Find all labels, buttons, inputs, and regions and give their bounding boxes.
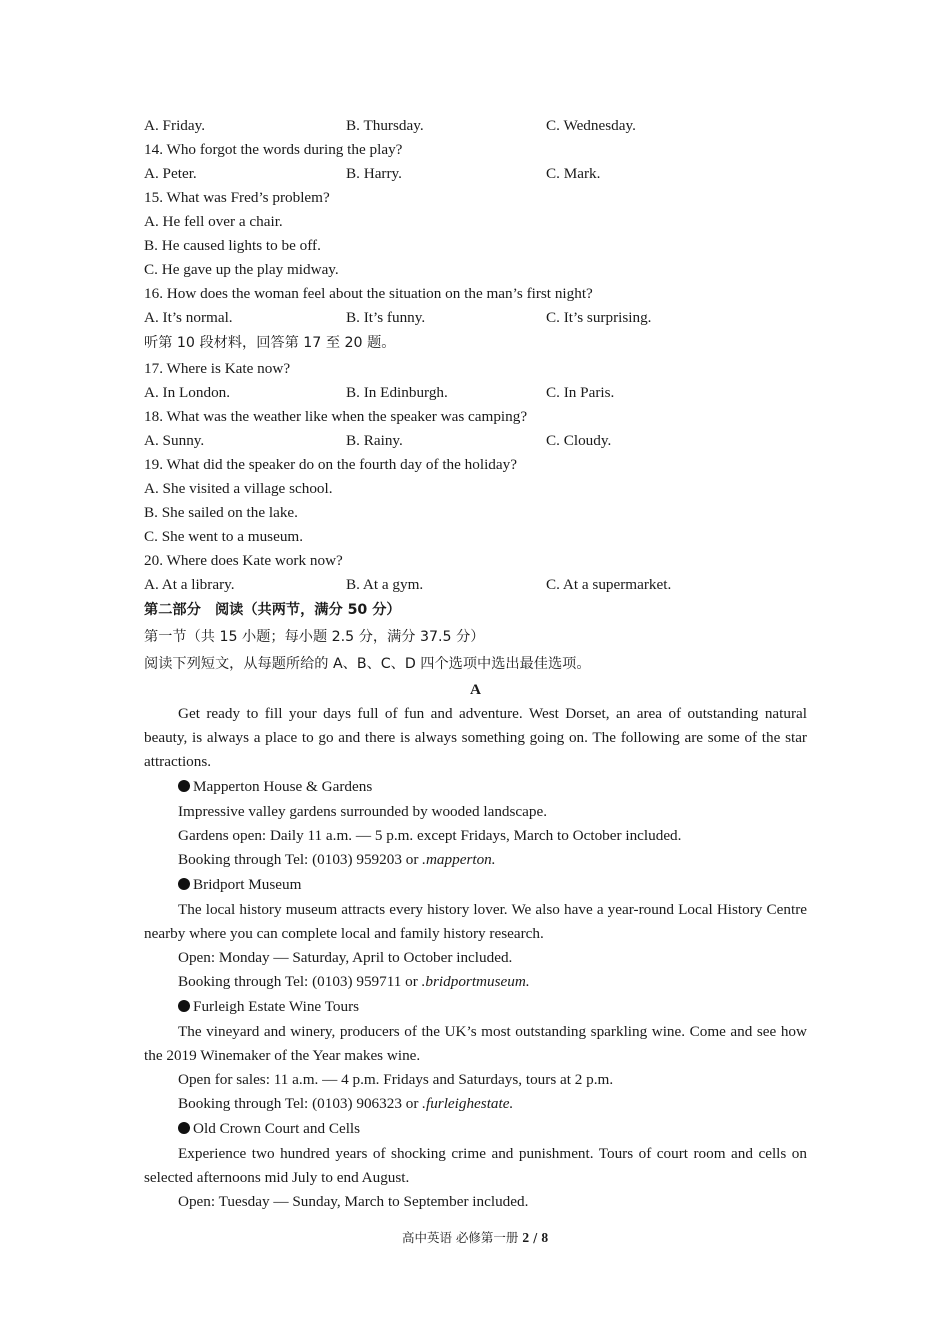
option-b: B. Harry. xyxy=(346,165,402,182)
q17-options xyxy=(144,381,807,405)
option-a: A. Peter. xyxy=(144,165,197,182)
booking-info xyxy=(144,970,807,994)
option-b: B. At a gym. xyxy=(346,576,424,593)
question-16: 16. How does the woman feel about the situation on the man’s first night? xyxy=(144,285,593,302)
option-c: C. In Paris. xyxy=(546,384,615,401)
option-c: C. Cloudy. xyxy=(546,432,612,449)
option-c: C. She went to a museum. xyxy=(144,528,304,545)
option-c: C. It’s surprising. xyxy=(546,309,652,326)
attraction-description: Experience two hundred years of shocking crime and punishment. Tours of court room and cells on selected afternoons mid July to end August. xyxy=(144,1145,807,1186)
booking-info xyxy=(144,848,807,872)
q14-options xyxy=(144,162,807,186)
question-15: 15. What was Fred’s problem? xyxy=(144,189,330,206)
option-a: A. At a library. xyxy=(144,576,235,593)
booking-text: Booking through Tel: (0103) 959203 or xyxy=(178,851,419,868)
footer-subject: 高中英语 必修第一册 xyxy=(401,1230,523,1245)
attraction-description: The local history museum attracts every history lover. We also have a year-round Local History Centre nearby where you can complete local and family history research. xyxy=(144,901,807,942)
attraction-title xyxy=(144,774,807,800)
option-b: B. Rainy. xyxy=(346,432,403,449)
attraction-description: Impressive valley gardens surrounded by wooded landscape. xyxy=(178,803,548,820)
bullet-icon xyxy=(178,1122,190,1134)
reading-instruction: 阅读下列短文，从每题所给的 A、B、C、D 四个选项中选出最佳选项。 xyxy=(144,656,591,672)
website-link[interactable]: .mapperton. xyxy=(422,851,496,868)
option-a: A. Friday. xyxy=(144,117,206,134)
question-18: 18. What was the weather like when the speaker was camping? xyxy=(144,408,528,425)
option-a: A. She visited a village school. xyxy=(144,480,333,497)
attraction-name: Furleigh Estate Wine Tours xyxy=(193,998,360,1015)
option-a: A. In London. xyxy=(144,384,231,401)
bullet-icon xyxy=(178,780,190,792)
q20-options xyxy=(144,573,807,597)
option-a: A. He fell over a chair. xyxy=(144,213,283,230)
option-b: B. She sailed on the lake. xyxy=(144,504,298,521)
option-a: A. Sunny. xyxy=(144,432,205,449)
part-2-heading: 第二部分 阅读（共两节，满分 50 分） xyxy=(144,602,401,618)
option-c: C. He gave up the play midway. xyxy=(144,261,339,278)
q18-options xyxy=(144,429,807,453)
website-link[interactable]: .bridportmuseum. xyxy=(421,973,530,990)
question-20: 20. Where does Kate work now? xyxy=(144,552,343,569)
website-link[interactable]: .furleighestate. xyxy=(422,1095,514,1112)
q16-options xyxy=(144,306,807,330)
option-c: C. Wednesday. xyxy=(546,117,636,134)
opening-hours: Open: Monday — Saturday, April to October included. xyxy=(178,949,513,966)
option-a: A. It’s normal. xyxy=(144,309,233,326)
page-separator: / xyxy=(529,1230,542,1245)
option-c: C. At a supermarket. xyxy=(546,576,672,593)
attraction-name: Bridport Museum xyxy=(193,876,302,893)
page-total: 8 xyxy=(541,1230,549,1245)
passage-label: A xyxy=(470,681,481,698)
booking-text: Booking through Tel: (0103) 906323 or xyxy=(178,1095,419,1112)
option-b: B. It’s funny. xyxy=(346,309,426,326)
question-14: 14. Who forgot the words during the play? xyxy=(144,141,403,158)
exam-page xyxy=(144,114,807,1214)
option-c: C. Mark. xyxy=(546,165,601,182)
question-17: 17. Where is Kate now? xyxy=(144,360,291,377)
booking-info xyxy=(144,1092,807,1116)
option-b: B. Thursday. xyxy=(346,117,424,134)
question-19: 19. What did the speaker do on the fourth day of the holiday? xyxy=(144,456,517,473)
section-10-instruction: 听第 10 段材料，回答第 17 至 20 题。 xyxy=(144,335,396,351)
opening-hours: Open for sales: 11 a.m. — 4 p.m. Fridays and Saturdays, tours at 2 p.m. xyxy=(178,1071,614,1088)
opening-hours: Open: Tuesday — Sunday, March to September included. xyxy=(178,1193,529,1210)
option-b: B. In Edinburgh. xyxy=(346,384,448,401)
q13-options xyxy=(144,114,807,138)
attraction-name: Mapperton House & Gardens xyxy=(193,778,373,795)
attraction-title xyxy=(144,872,807,898)
attraction-description: The vineyard and winery, producers of the UK’s most outstanding sparkling wine. Come and see how the 2019 Winemaker of the Year makes wine. xyxy=(144,1023,807,1064)
attraction-title xyxy=(144,994,807,1020)
section-1-heading: 第一节（共 15 小题；每小题 2.5 分，满分 37.5 分） xyxy=(144,629,485,645)
intro-paragraph: Get ready to fill your days full of fun and adventure. West Dorset, an area of outstanding natural beauty, is always a place to go and there is always something going on. The following are some of the star attractions. xyxy=(144,705,807,770)
booking-text: Booking through Tel: (0103) 959711 or xyxy=(178,973,418,990)
bullet-icon xyxy=(178,1000,190,1012)
bullet-icon xyxy=(178,878,190,890)
attraction-title xyxy=(144,1116,807,1142)
page-number: 2 xyxy=(522,1230,530,1245)
page-footer xyxy=(0,1228,950,1246)
opening-hours: Gardens open: Daily 11 a.m. — 5 p.m. except Fridays, March to October included. xyxy=(178,827,682,844)
attraction-name: Old Crown Court and Cells xyxy=(193,1120,361,1137)
option-b: B. He caused lights to be off. xyxy=(144,237,321,254)
